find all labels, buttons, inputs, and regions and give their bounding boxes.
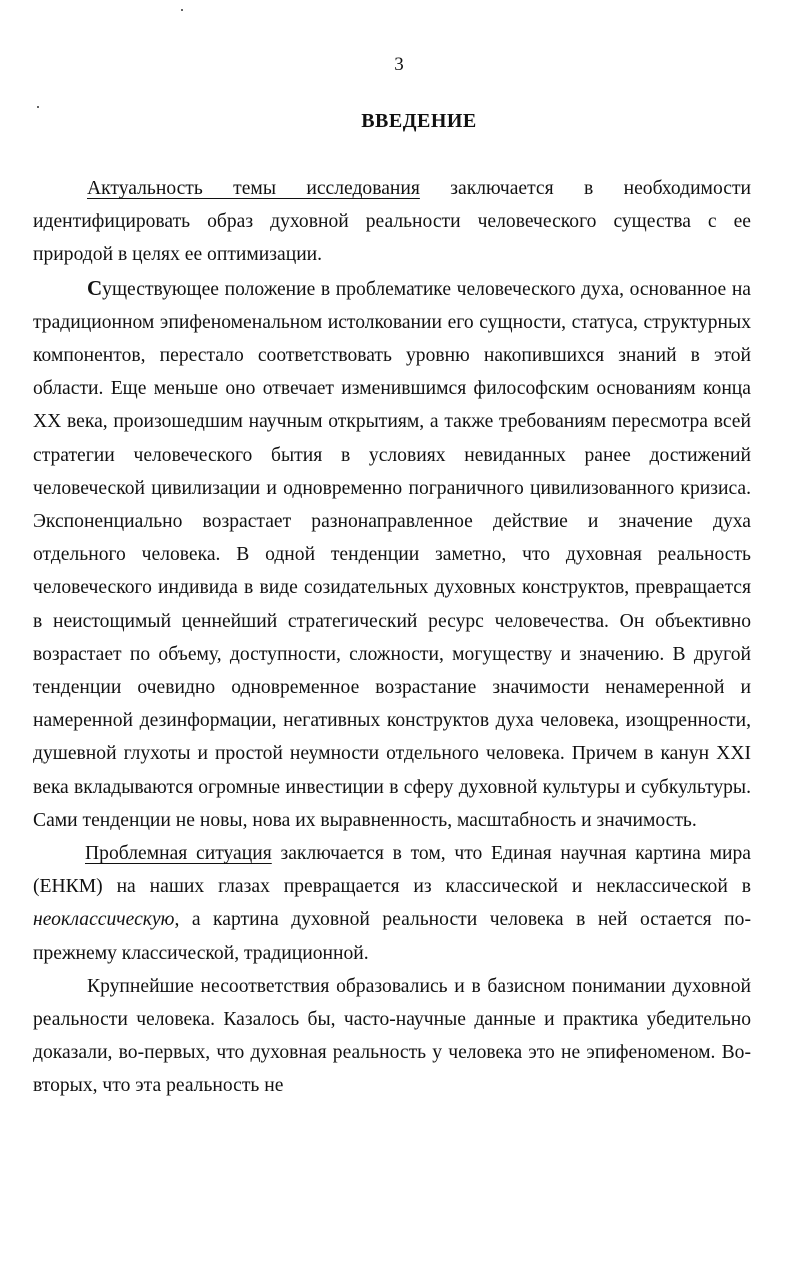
current-state-text: уществующее положение в проблематике человеческого духа, основанное на традиционном эпифеноменальном истолковании его сущности, статуса, структурных компонентов, перестало соответствовать уровню накопившихся знаний в этой области. Еще меньше оно отвечает изменившимся философским основаниям конца XX века, произошедшим научным открытиям, а также требованиям пересмотра всей стратегии человеческого бытия в условиях невиданных ранее достижений человеческой цивилизации и одновременно пограничного цивилизованного кризиса. Экспоненциально возрастает разнонаправленное действие и значение духа отдельного человека. В одной тенденции заметно, что духовная реальность человеческого индивида в виде созидательных духовных конструктов, превращается в неистощимый ценнейший стратегический ресурс человечества. Он объективно возрастает по объему, доступности, сложности, могуществу и значению. В другой тенденции очевидно одновременное возрастание значимости ненамеренной и намеренной дезинформации, негативных конструктов духа человека, изощренности, душевной глухоты и простой неумности отдельного человека. Причем в канун XXI века вкладываются огромные инвестиции в сферу духовной культуры и субкультуры. Сами тенденции не новы, нова их выравненность, масштабность и значимость. xyxy=(33,278,751,831)
section-heading: ВВЕДЕНИЕ xyxy=(361,110,477,132)
relevance-term: Актуальность темы исследования xyxy=(87,178,420,199)
initial-letter: С xyxy=(87,275,103,300)
inconsistencies-text: Крупнейшие несоответствия образовались и в базисном понимании духовной реальности человека. Казалось бы, часто-научные данные и практика убедительно доказали, во-первых, что духовная реальность у человека это не эпифеноменом. Во-вторых, что эта реальность не xyxy=(33,975,751,1097)
relevance-text: заключается в необходимости идентифицировать образ духовной реальности человеческого существа с ее природой в целях ее оптимизации. xyxy=(33,178,751,266)
scan-speck xyxy=(37,106,39,108)
problem-situation-text-end: , а картина духовной реальности человека в ней остается по-прежнему классической, традиционной. xyxy=(33,909,751,964)
paragraph-problem-situation xyxy=(33,837,751,970)
problem-situation-term: Проблемная ситуация xyxy=(85,843,272,865)
paragraph-relevance xyxy=(33,172,751,272)
paragraph-inconsistencies xyxy=(33,970,751,1103)
scan-speck xyxy=(181,9,183,11)
paragraph-current-state xyxy=(33,272,751,837)
problem-situation-text: заключается в том, что Единая научная картина мира (ЕНКМ) на наших глазах превращается из классической и неклассической в xyxy=(33,843,751,898)
body-text xyxy=(33,172,751,1103)
page-number: 3 xyxy=(394,54,404,75)
neoclassical-term: неоклассическую xyxy=(33,909,175,931)
